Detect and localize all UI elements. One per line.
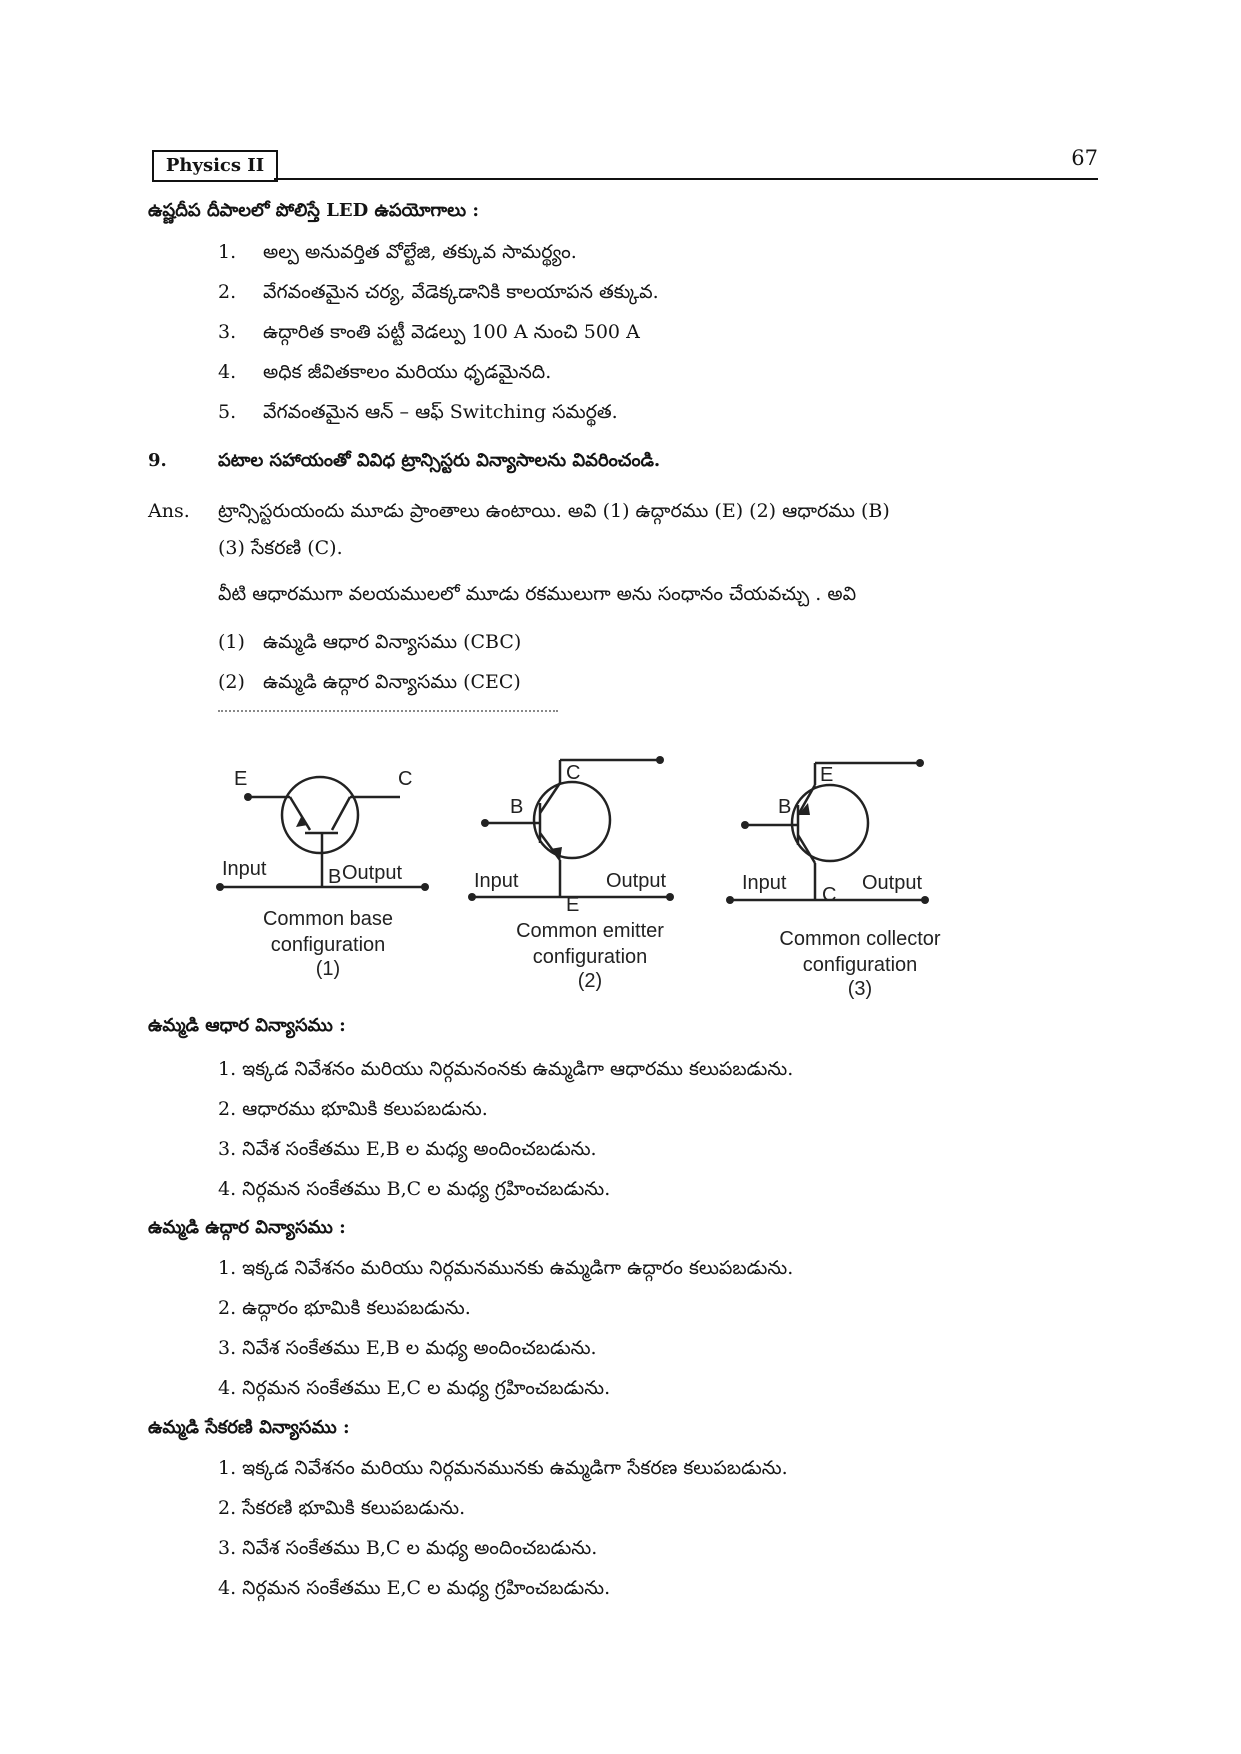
cc-label-c: C bbox=[822, 884, 837, 906]
ccc-title: ఉమ్మడి సేకరణి విన్యాసము : bbox=[148, 1417, 350, 1438]
ccc-item: 1. ఇక్కడ నివేశనం మరియు నిర్గమనమునకు ఉమ్మడిగా సేకరణ కలుపబడును. bbox=[218, 1457, 788, 1479]
cb-label-input: Input bbox=[222, 858, 267, 880]
terminal-dot bbox=[468, 893, 476, 901]
subject-box: Physics II bbox=[152, 150, 278, 182]
cc-label-e: E bbox=[820, 764, 834, 786]
ce-transistor-circle bbox=[534, 782, 610, 858]
cc-collector-line bbox=[798, 835, 815, 863]
answer-line: (3) సేకరణి (C). bbox=[218, 537, 343, 559]
led-item-number: 5. bbox=[218, 401, 237, 423]
terminal-dot bbox=[916, 759, 924, 767]
config-number: (1) bbox=[218, 631, 245, 653]
led-item-text: ఉద్గారిత కాంతి పట్టీ వెడల్పు 100 A నుంచి 500 A bbox=[263, 321, 640, 343]
ccc-item: 2. సేకరణి భూమికి కలుపబడును. bbox=[218, 1497, 466, 1519]
cec-item: 4. నిర్గమన సంకేతము E,C ల మధ్య గ్రహించబడును. bbox=[218, 1377, 611, 1399]
led-item-text: వేగవంతమైన చర్య, వేడెక్కడానికి కాలయాపన తక్కువ. bbox=[263, 281, 659, 303]
header-rule bbox=[274, 178, 1098, 180]
led-item-number: 1. bbox=[218, 241, 237, 263]
cb-label-output: Output bbox=[342, 862, 403, 884]
cbc-item: 1. ఇక్కడ నివేశనం మరియు నిర్గమనంనకు ఉమ్మడిగా ఆధారము కలుపబడును. bbox=[218, 1058, 794, 1080]
cec-item: 1. ఇక్కడ నివేశనం మరియు నిర్గమనమునకు ఉమ్మడిగా ఉద్గారం కలుపబడును. bbox=[218, 1257, 794, 1279]
terminal-dot bbox=[656, 756, 664, 764]
question-text: పటాల సహాయంతో వివిధ ట్రాన్సిస్టరు విన్యాసాలను వివరించండి. bbox=[218, 450, 661, 471]
cb-label-e: E bbox=[234, 768, 248, 790]
cbc-item: 2. ఆధారము భూమికి కలుపబడును. bbox=[218, 1098, 488, 1120]
cb-caption: (1) bbox=[315, 958, 341, 980]
cc-caption: (3) bbox=[847, 978, 873, 1000]
ce-label-b: B bbox=[510, 796, 524, 818]
cb-transistor-circle bbox=[282, 777, 358, 853]
ce-label-c: C bbox=[566, 762, 581, 784]
terminal-dot bbox=[421, 883, 429, 891]
cc-label-input: Input bbox=[742, 872, 787, 894]
terminal-dot bbox=[726, 896, 734, 904]
led-section-title: ఉష్ణదీప దీపాలలో పోలిస్తే LED ఉపయోగాలు : bbox=[148, 200, 480, 221]
terminal-dot bbox=[921, 896, 929, 904]
cc-label-output: Output bbox=[862, 872, 923, 894]
terminal-dot bbox=[244, 793, 252, 801]
cec-title: ఉమ్మడి ఉద్గార విన్యాసము : bbox=[148, 1217, 346, 1238]
led-item-number: 4. bbox=[218, 361, 237, 383]
cbc-item: 4. నిర్గమన సంకేతము B,C ల మధ్య గ్రహించబడును. bbox=[218, 1178, 611, 1200]
cb-collector-line bbox=[332, 797, 350, 830]
ccc-item: 4. నిర్గమన సంకేతము E,C ల మధ్య గ్రహించబడును. bbox=[218, 1577, 611, 1599]
cc-caption: configuration bbox=[802, 954, 918, 976]
config-number: (2) bbox=[218, 671, 245, 693]
answer-line: ట్రాన్సిస్టరుయందు మూడు ప్రాంతాలు ఉంటాయి. అవి (1) ఉద్గారము (E) (2) ఆధారము (B) bbox=[218, 500, 890, 522]
led-item-text: అధిక జీవితకాలం మరియు ధృడమైనది. bbox=[263, 361, 552, 383]
page-number: 67 bbox=[1071, 146, 1098, 170]
cc-transistor-circle bbox=[792, 785, 868, 861]
question-number: 9. bbox=[148, 450, 167, 471]
answer-line: వీటి ఆధారముగా వలయములలో మూడు రకములుగా అను సంధానం చేయవచ్చు . అవి bbox=[218, 583, 857, 605]
cb-caption: Common base bbox=[262, 908, 394, 930]
terminal-dot bbox=[216, 883, 224, 891]
ce-caption: configuration bbox=[532, 946, 648, 968]
config-text: ఉమ్మడి ఉద్గార విన్యాసము (CEC) bbox=[263, 671, 521, 693]
led-item-number: 3. bbox=[218, 321, 237, 343]
cb-label-b: B bbox=[328, 866, 342, 888]
ce-label-input: Input bbox=[474, 870, 519, 892]
cec-item: 2. ఉద్గారం భూమికి కలుపబడును. bbox=[218, 1297, 471, 1319]
ce-label-output: Output bbox=[606, 870, 667, 892]
transistor-configurations-figure bbox=[210, 745, 990, 1005]
cb-emitter-arrow bbox=[296, 815, 308, 827]
cec-item: 3. నివేశ సంకేతము E,B ల మధ్య అందించబడును. bbox=[218, 1337, 597, 1359]
ce-label-e: E bbox=[566, 894, 580, 916]
cbc-item: 3. నివేశ సంకేతము E,B ల మధ్య అందించబడును. bbox=[218, 1138, 597, 1160]
led-item-text: అల్ప అనువర్తిత వోల్టేజి, తక్కువ సామర్థ్యం. bbox=[263, 241, 577, 263]
cb-caption: configuration bbox=[270, 934, 386, 956]
config-text: ఉమ్మడి ఆధార విన్యాసము (CBC) bbox=[263, 631, 522, 653]
cut-off-line bbox=[218, 710, 558, 715]
ce-caption: Common emitter bbox=[516, 920, 664, 942]
cbc-title: ఉమ్మడి ఆధార విన్యాసము : bbox=[148, 1015, 346, 1036]
cc-caption: Common collector bbox=[779, 928, 941, 950]
led-item-number: 2. bbox=[218, 281, 237, 303]
led-item-text: వేగవంతమైన ఆన్ – ఆఫ్ Switching సమర్థత. bbox=[263, 401, 618, 423]
ce-caption: (2) bbox=[577, 970, 603, 992]
terminal-dot bbox=[741, 821, 749, 829]
terminal-dot bbox=[666, 893, 674, 901]
terminal-dot bbox=[481, 819, 489, 827]
ccc-item: 3. నివేశ సంకేతము B,C ల మధ్య అందించబడును. bbox=[218, 1537, 598, 1559]
answer-label: Ans. bbox=[148, 500, 190, 522]
cc-label-b: B bbox=[778, 796, 792, 818]
cb-label-c: C bbox=[398, 768, 413, 790]
